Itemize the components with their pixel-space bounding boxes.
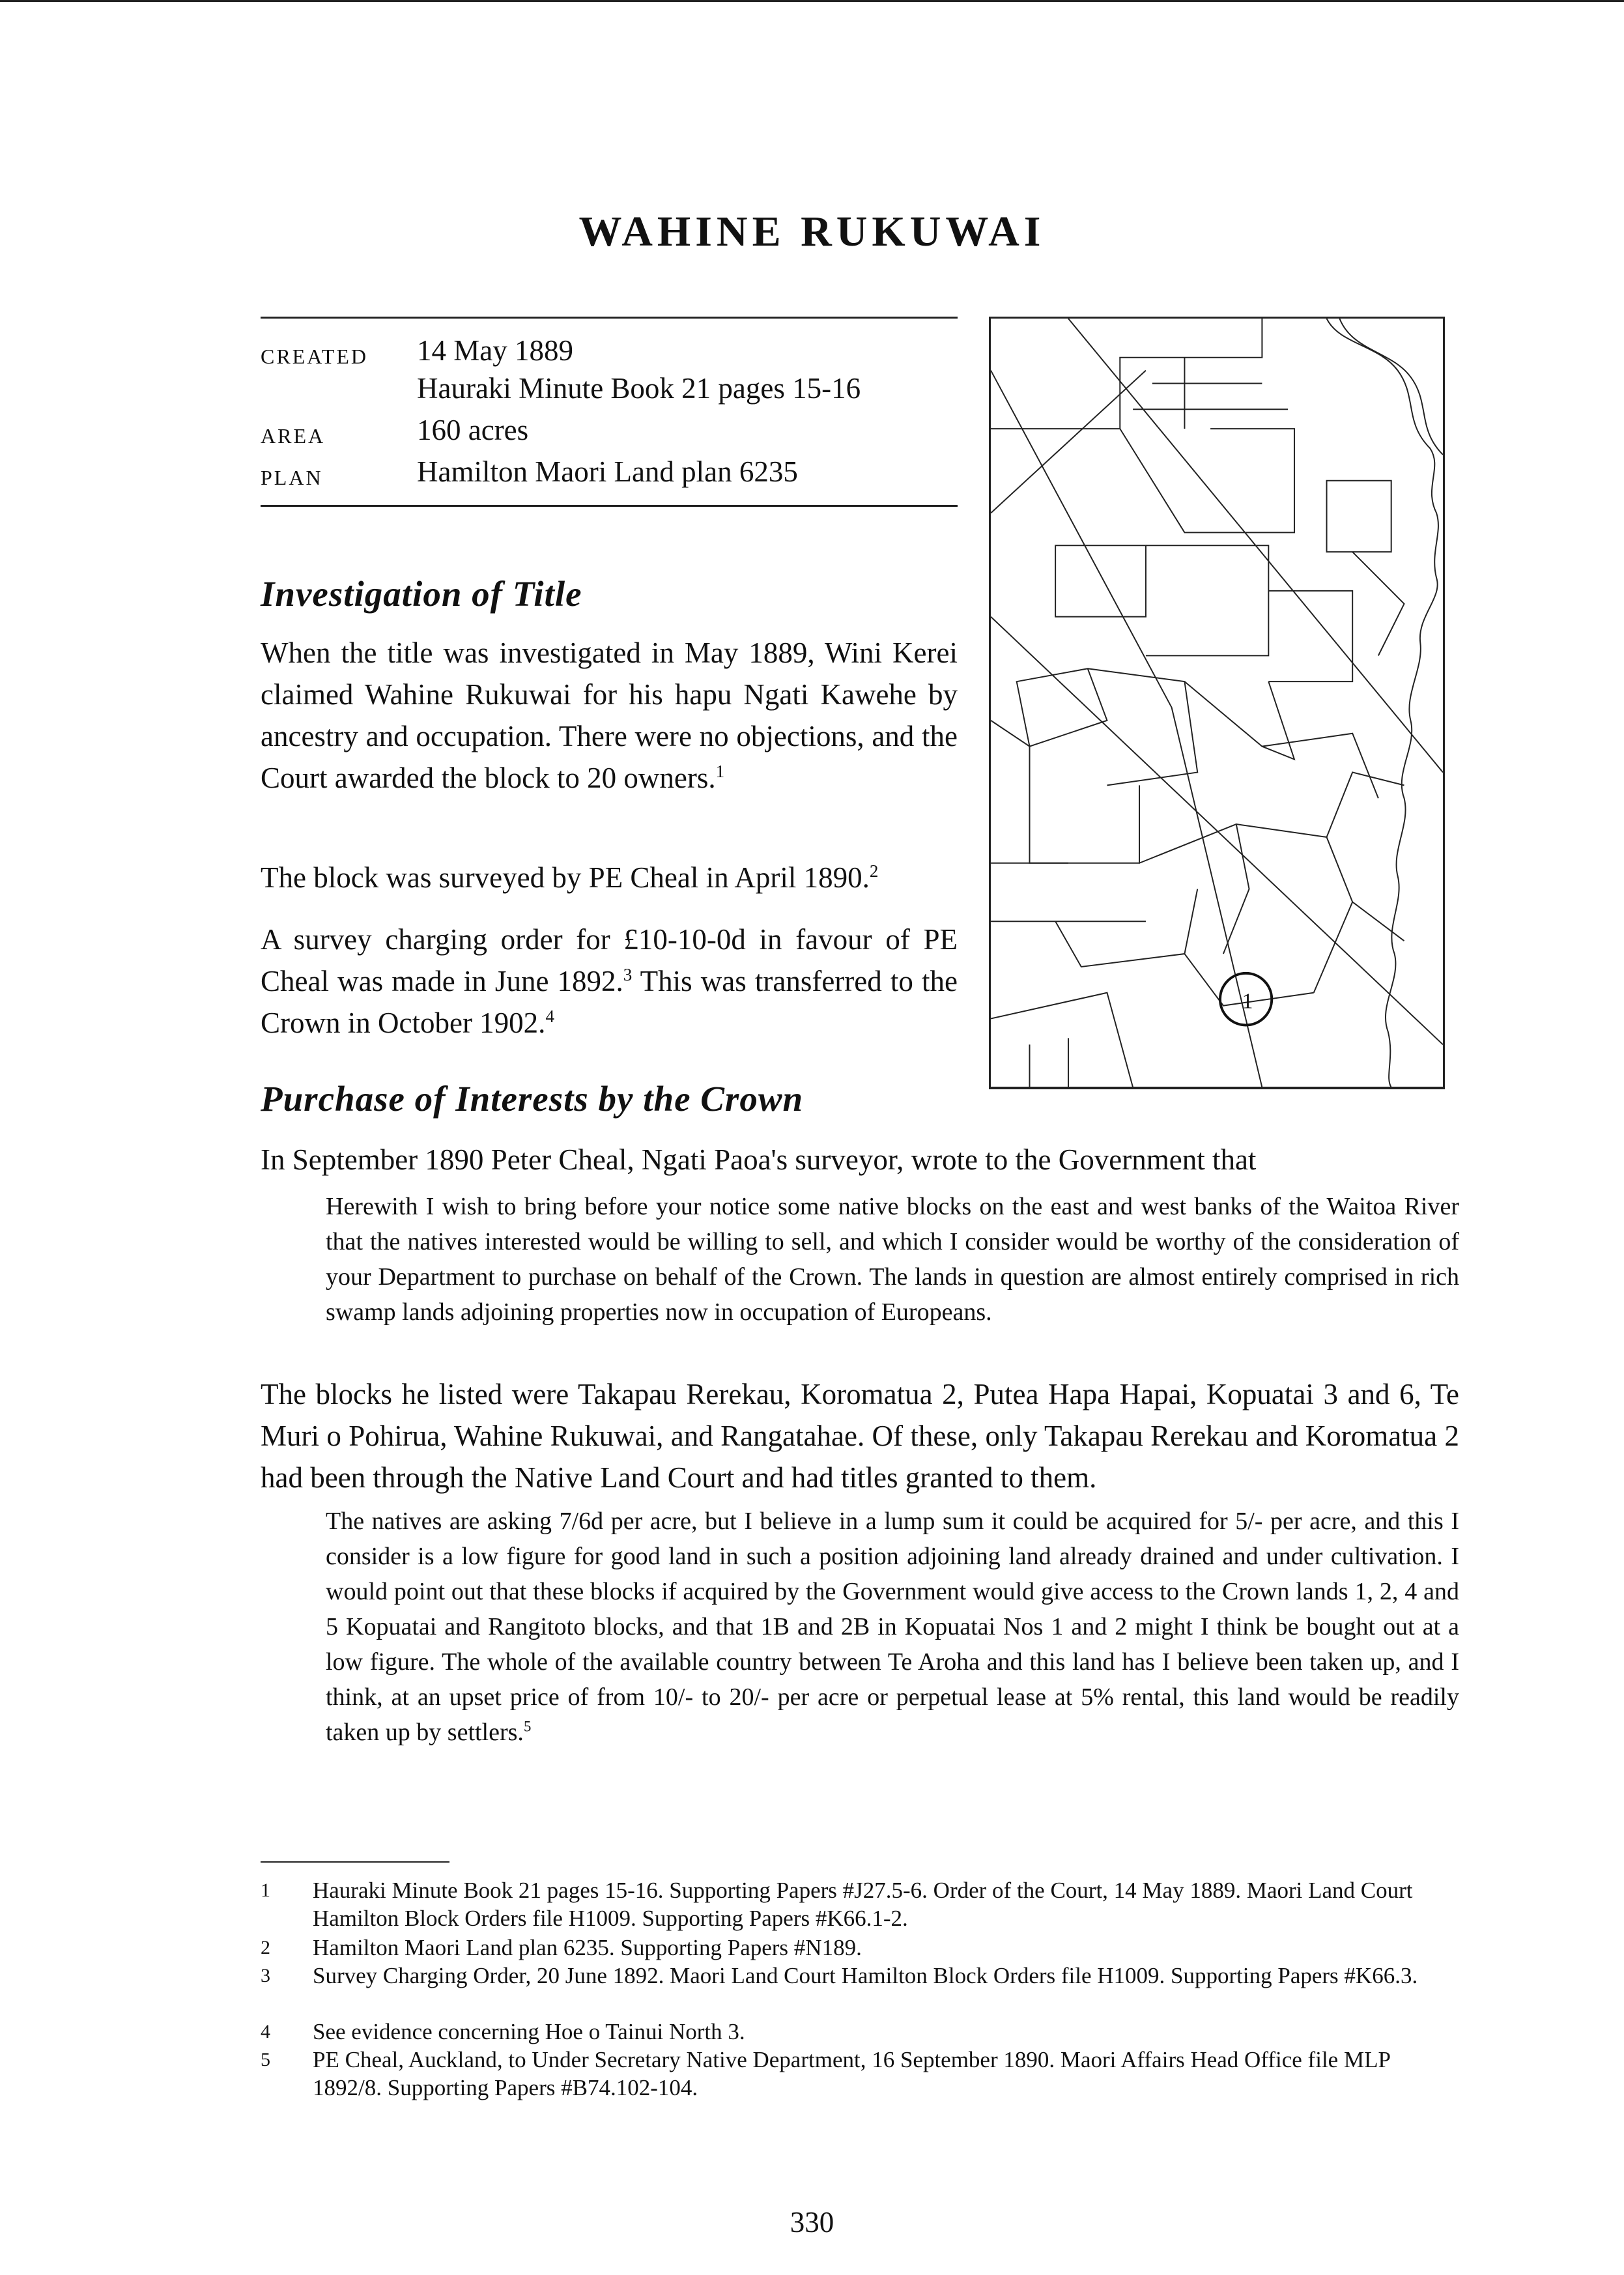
footnote-text: Hamilton Maori Land plan 6235. Supporting Papers #N189. [313, 1935, 862, 1960]
footnote-number: 1 [261, 1880, 270, 1901]
footnote-ref: 4 [545, 1007, 554, 1026]
created-row [261, 332, 958, 407]
plan-row [261, 453, 958, 491]
block-quote-2 [326, 1504, 1459, 1750]
footnote-5 [261, 2046, 1453, 2102]
created-reference: Hauraki Minute Book 21 pages 15-16 [417, 372, 861, 405]
block-metadata-table [261, 317, 958, 507]
footnote-text: See evidence concerning Hoe o Tainui North 3. [313, 2019, 745, 2044]
footnote-ref: 3 [623, 965, 633, 984]
area-label: AREA [261, 424, 326, 448]
road-line [991, 617, 1443, 1045]
section-heading-purchase: Purchase of Interests by the Crown [261, 1079, 804, 1119]
map-drawing [991, 319, 1443, 1087]
plan-label: PLAN [261, 466, 323, 489]
footnote-number: 4 [261, 2021, 270, 2042]
footnote-number: 3 [261, 1965, 270, 1986]
road-line [991, 371, 1146, 513]
road-line [991, 371, 1262, 1087]
area-row [261, 411, 958, 449]
footnote-ref: 5 [523, 1718, 532, 1735]
paragraph-text: This was transferred to the Crown in October 1902. [261, 965, 958, 1039]
paragraph-text: The block was surveyed by PE Cheal in April 1890. [261, 861, 870, 894]
section-heading-investigation: Investigation of Title [261, 574, 582, 614]
investigation-paragraph-2 [261, 857, 958, 898]
paragraph-text: A survey charging order for £10-10-0d in favour of PE Cheal was made in June 1892. [261, 923, 958, 997]
plan-value: Hamilton Maori Land plan 6235 [417, 455, 798, 488]
footnote-number: 2 [261, 1937, 270, 1958]
footnote-text: Hauraki Minute Book 21 pages 15-16. Supporting Papers #J27.5-6. Order of the Court, 14 May 1889. Maori Land Court Hamilton Block Orders file H1009. Supporting Papers #K66.1-2. [313, 1878, 1413, 1931]
footnote-2 [261, 1934, 1453, 1962]
quote-text: The natives are asking 7/6d per acre, but I believe in a lump sum it could be acquired for 5/- per acre, and this I consider is a low figure for good land in such a position adjoining land already drained and under cultivation. I would point out that these blocks if acquired by the Government would give access to the Crown lands 1, 2, 4 and 5 Kopuatai and Rangitoto blocks, and that 1B and 2B in Kopuatai Nos 1 and 2 might I think be bought out at a low figure. The whole of the available country between Te Aroha and this land has I believe been taken up, and I think, at an upset price of from 10/- to 20/- per acre or perpetual lease at 5% rental, this land would be readily taken up by settlers. [326, 1508, 1459, 1746]
footnote-1 [261, 1876, 1453, 1932]
created-date: 14 May 1889 [417, 334, 573, 367]
purchase-paragraph-1: In September 1890 Peter Cheal, Ngati Paoa's surveyor, wrote to the Government that [261, 1143, 1257, 1176]
investigation-paragraph-1 [261, 632, 958, 799]
footnote-text: PE Cheal, Auckland, to Under Secretary Native Department, 16 September 1890. Maori Affairs Head Office file MLP 1892/8. Supporting Papers #B74.102-104. [313, 2047, 1390, 2100]
top-rule [0, 0, 1624, 2]
footnote-text: Survey Charging Order, 20 June 1892. Maori Land Court Hamilton Block Orders file H1009. Supporting Papers #K66.3. [313, 1963, 1418, 1988]
created-label: CREATED [261, 345, 368, 368]
river-line [1327, 319, 1438, 1087]
footnote-4 [261, 2018, 1453, 2046]
footnote-ref: 2 [869, 861, 879, 881]
page-number: 330 [790, 2206, 834, 2239]
page-title: WAHINE RUKUWAI [578, 208, 1046, 255]
footnote-ref: 1 [715, 762, 725, 781]
river-bank [1339, 319, 1443, 455]
footnote-number: 5 [261, 2049, 270, 2070]
block-location-map [989, 317, 1445, 1089]
purchase-paragraph-2: The blocks he listed were Takapau Rerekau, Koromatua 2, Putea Hapa Hapai, Kopuatai 3 and 6, Te Muri o Pohirua, Wahine Rukuwai, and Rangatahae. Of these, only Takapau Rerekau and Koromatua 2 had been through the Native Land Court and had titles granted to them. [261, 1378, 1459, 1494]
created-values [417, 332, 861, 407]
investigation-paragraph-3 [261, 919, 958, 1044]
footnote-rule [261, 1861, 449, 1863]
paragraph-text: When the title was investigated in May 1889, Wini Kerei claimed Wahine Rukuwai for his hapu Ngati Kawehe by ancestry and occupation. There were no objections, and the Court awarded the block to 20 owners. [261, 637, 958, 794]
footnote-3 [261, 1962, 1453, 1990]
marker-label: 1 [1242, 989, 1253, 1014]
area-value: 160 acres [417, 414, 529, 446]
block-quote-1: Herewith I wish to bring before your notice some native blocks on the east and west banks of the Waitoa River that the natives interested would be willing to sell, and which I consider would be worthy of the consideration of your Department to purchase on behalf of the Crown. The lands in question are almost entirely comprised in rich swamp lands adjoining properties now in occupation of Europeans. [326, 1193, 1459, 1326]
